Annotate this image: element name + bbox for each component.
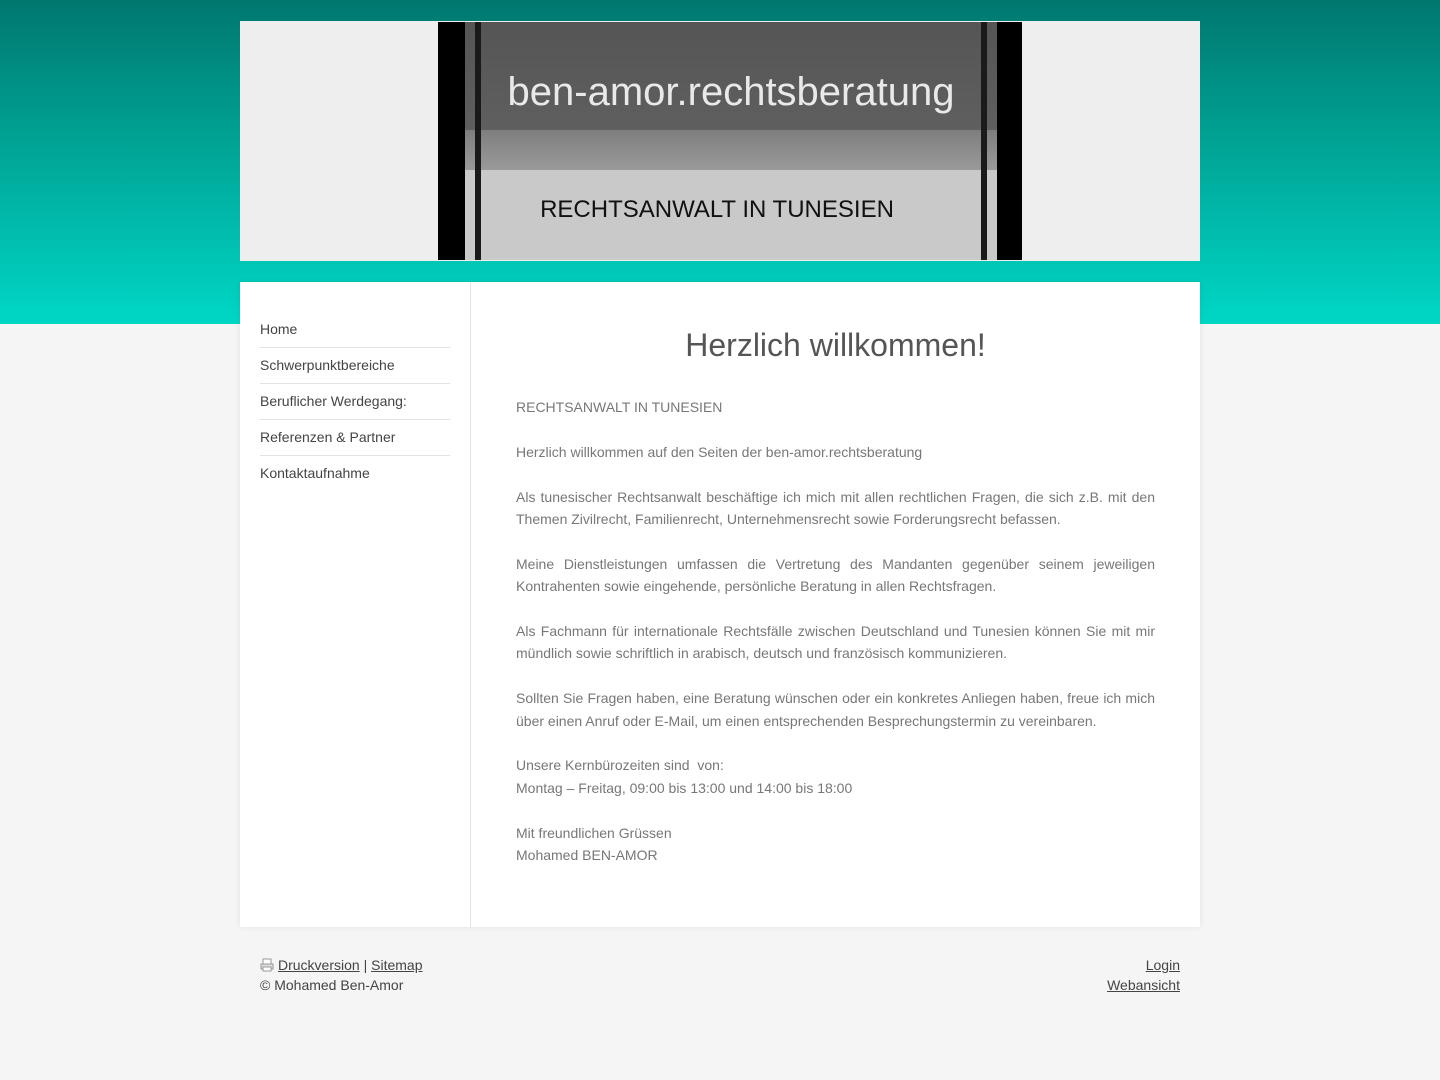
nav-item-schwerpunktbereiche[interactable]: Schwerpunktbereiche bbox=[260, 348, 450, 384]
content-paragraph: Meine Dienstleistungen umfassen die Vertretung des Mandanten gegenüber seinem jeweiligen Kontrahenten sowie eingehende, persönliche Beratung in allen Rechtsfragen. bbox=[516, 555, 1155, 595]
sitemap-link[interactable]: Sitemap bbox=[371, 957, 423, 973]
print-label[interactable]: Druckversion bbox=[278, 957, 360, 973]
nav-item-referenzen-partner[interactable]: Referenzen & Partner bbox=[260, 420, 450, 456]
content-area bbox=[516, 322, 1155, 866]
printer-icon bbox=[260, 957, 274, 971]
logo-mid-band bbox=[465, 130, 997, 170]
office-hours: Montag – Freitag, 09:00 bis 13:00 und 14:00 bis 18:00 bbox=[516, 779, 853, 796]
nav-item-kontaktaufnahme[interactable]: Kontaktaufnahme bbox=[260, 465, 370, 481]
nav-item-beruflicher-werdegang[interactable]: Beruflicher Werdegang: bbox=[260, 384, 450, 420]
logo-subtitle: RECHTSANWALT IN TUNESIEN bbox=[540, 196, 894, 223]
logo-edge-left bbox=[475, 22, 481, 260]
footer-right bbox=[1107, 955, 1180, 995]
logo-banner[interactable] bbox=[438, 22, 1022, 260]
content-paragraph: Sollten Sie Fragen haben, eine Beratung wünschen oder ein konkretes Anliegen haben, freue ich mich über einen Anruf oder E-Mail, um einen entsprechenden Besprechungstermin zu vereinbaren. bbox=[516, 690, 1155, 729]
main-container bbox=[240, 282, 1200, 927]
logo-text: ben-amor.rechtsberatung bbox=[507, 70, 955, 114]
sidebar bbox=[240, 282, 471, 927]
page-title: Herzlich willkommen! bbox=[685, 327, 986, 363]
nav-item-home[interactable]: Home bbox=[260, 312, 450, 348]
copyright: © Mohamed Ben-Amor bbox=[260, 977, 404, 993]
login-link[interactable]: Login bbox=[1145, 957, 1180, 973]
content-paragraph: Als Fachmann für internationale Rechtsfälle zwischen Deutschland und Tunesien können Sie mit mir mündlich sowie schriftlich in arabisch, deutsch und französisch kommunizieren. bbox=[516, 623, 1155, 662]
logo-edge-right bbox=[981, 22, 987, 260]
footer-separator: | bbox=[363, 957, 368, 973]
header bbox=[240, 21, 1200, 261]
closing-greeting: Mit freundlichen Grüssen bbox=[516, 824, 672, 841]
content-paragraph: RECHTSANWALT IN TUNESIEN bbox=[516, 399, 723, 415]
content-paragraph: Als tunesischer Rechtsanwalt beschäftige ich mich mit allen rechtlichen Fragen, die sich z.B. mit den Themen Zivilrecht, Familienrecht, Unternehmensrecht sowie Forderungsrecht befassen. bbox=[516, 488, 1155, 527]
main-navigation bbox=[260, 312, 450, 491]
print-link[interactable] bbox=[260, 957, 364, 973]
webview-link[interactable]: Webansicht bbox=[1107, 977, 1180, 993]
content-paragraph: Herzlich willkommen auf den Seiten der ben-amor.rechtsberatung bbox=[516, 443, 923, 460]
logo-inner bbox=[465, 22, 997, 260]
office-hours-intro: Unsere Kernbürozeiten sind von: bbox=[516, 757, 724, 774]
footer-left bbox=[260, 955, 422, 995]
signature: Mohamed BEN-AMOR bbox=[516, 847, 658, 864]
